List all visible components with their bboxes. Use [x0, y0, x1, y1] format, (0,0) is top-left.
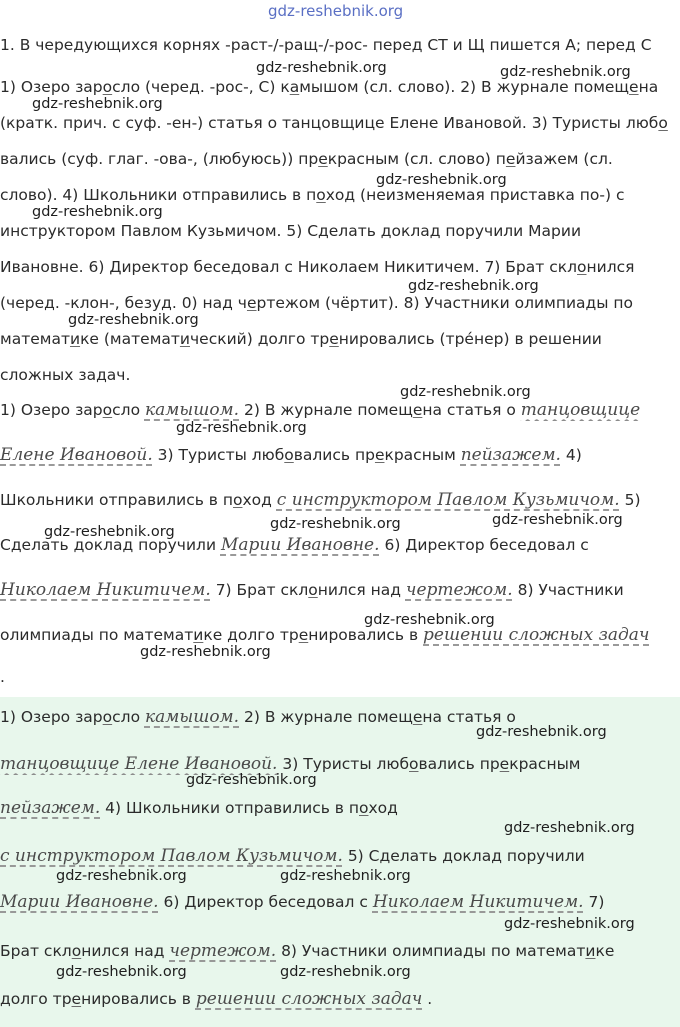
answer1-line-4: Сделать доклад поручили Марии Ивановне. 6) Директор беседовал с	[0, 535, 589, 555]
watermark: gdz-reshebnik.org	[476, 724, 607, 740]
answer2-line-6: Брат склонился над чертежом. 8) Участники олимпиады по математике	[0, 941, 615, 961]
answer2-line-5: Марии Ивановне. 6) Директор беседовал с Николаем Никитичем. 7)	[0, 892, 605, 912]
watermark: gdz-reshebnik.org	[364, 612, 495, 628]
analysis-line-5: инструктором Павлом Кузьмичом. 5) Сделать доклад поручили Марии	[0, 222, 582, 240]
watermark: gdz-reshebnik.org	[492, 512, 623, 528]
watermark: gdz-reshebnik.org	[140, 644, 271, 660]
answer1-line-1: 1) Озеро заросло камышом. 2) В журнале помещена статья о танцовщице	[0, 400, 641, 420]
answer2-line-3: пейзажем. 4) Школьники отправились в поход	[0, 798, 398, 818]
watermark: gdz-reshebnik.org	[280, 868, 411, 884]
watermark: gdz-reshebnik.org	[280, 964, 411, 980]
answer2-line-4: с инструктором Павлом Кузьмичом. 5) Сделать доклад поручили	[0, 846, 585, 866]
analysis-line-8: математике (математический) долго тренировались (трéнер) в решении	[0, 330, 602, 348]
watermark: gdz-reshebnik.org	[504, 916, 635, 932]
analysis-line-9: сложных задач.	[0, 366, 131, 384]
watermark-top: gdz-reshebnik.org	[268, 2, 404, 20]
analysis-line-1: 1) Озеро заросло (черед. -рос-, С) камышом (сл. слово). 2) В журнале помещена	[0, 78, 659, 96]
answer2-line-1: 1) Озеро заросло камышом. 2) В журнале помещена статья о	[0, 707, 516, 727]
answer1-line-5: Николаем Никитичем. 7) Брат склонился над чертежом. 8) Участники	[0, 580, 624, 600]
watermark: gdz-reshebnik.org	[68, 312, 199, 328]
watermark: gdz-reshebnik.org	[400, 384, 531, 400]
watermark: gdz-reshebnik.org	[56, 868, 187, 884]
analysis-line-6: Ивановне. 6) Директор беседовал с Николаем Никитичем. 7) Брат склонился	[0, 258, 635, 276]
answer1-line-3: Школьники отправились в поход с инструктором Павлом Кузьмичом. 5)	[0, 490, 641, 510]
watermark: gdz-reshebnik.org	[32, 96, 163, 112]
watermark: gdz-reshebnik.org	[186, 772, 317, 788]
watermark: gdz-reshebnik.org	[256, 60, 387, 76]
rule-text: 1. В чередующихся корнях -раст-/-ращ-/-рос- перед СТ и Щ пишется А; перед С	[0, 36, 652, 54]
answer1-line-2: Елене Ивановой. 3) Туристы любовались прекрасным пейзажем. 4)	[0, 445, 582, 465]
answer1-line-7: .	[0, 668, 5, 686]
answer2-line-7: долго тренировались в решении сложных задач .	[0, 989, 433, 1009]
watermark: gdz-reshebnik.org	[176, 420, 307, 436]
watermark: gdz-reshebnik.org	[32, 204, 163, 220]
analysis-line-7: (черед. -клон-, безуд. 0) над чертежом (чёртит). 8) Участники олимпиады по	[0, 294, 634, 312]
watermark: gdz-reshebnik.org	[44, 524, 175, 540]
answer1-line-6: олимпиады по математике долго тренировались в решении сложных задач	[0, 625, 650, 645]
watermark: gdz-reshebnik.org	[504, 820, 635, 836]
analysis-line-2: (кратк. прич. с суф. -ен-) статья о танцовщице Елене Ивановой. 3) Туристы любо	[0, 114, 668, 132]
watermark: gdz-reshebnik.org	[408, 278, 539, 294]
watermark: gdz-reshebnik.org	[270, 516, 401, 532]
answer2-line-2: танцовщице Елене Ивановой. 3) Туристы любовались прекрасным	[0, 754, 581, 774]
analysis-line-4: слово). 4) Школьники отправились в поход (неизменяемая приставка по-) с	[0, 186, 625, 204]
watermark: gdz-reshebnik.org	[56, 964, 187, 980]
watermark: gdz-reshebnik.org	[376, 172, 507, 188]
analysis-line-3: вались (суф. глаг. -ова-, (любуюсь)) прекрасным (сл. слово) пейзажем (сл.	[0, 150, 613, 168]
watermark: gdz-reshebnik.org	[500, 64, 631, 80]
